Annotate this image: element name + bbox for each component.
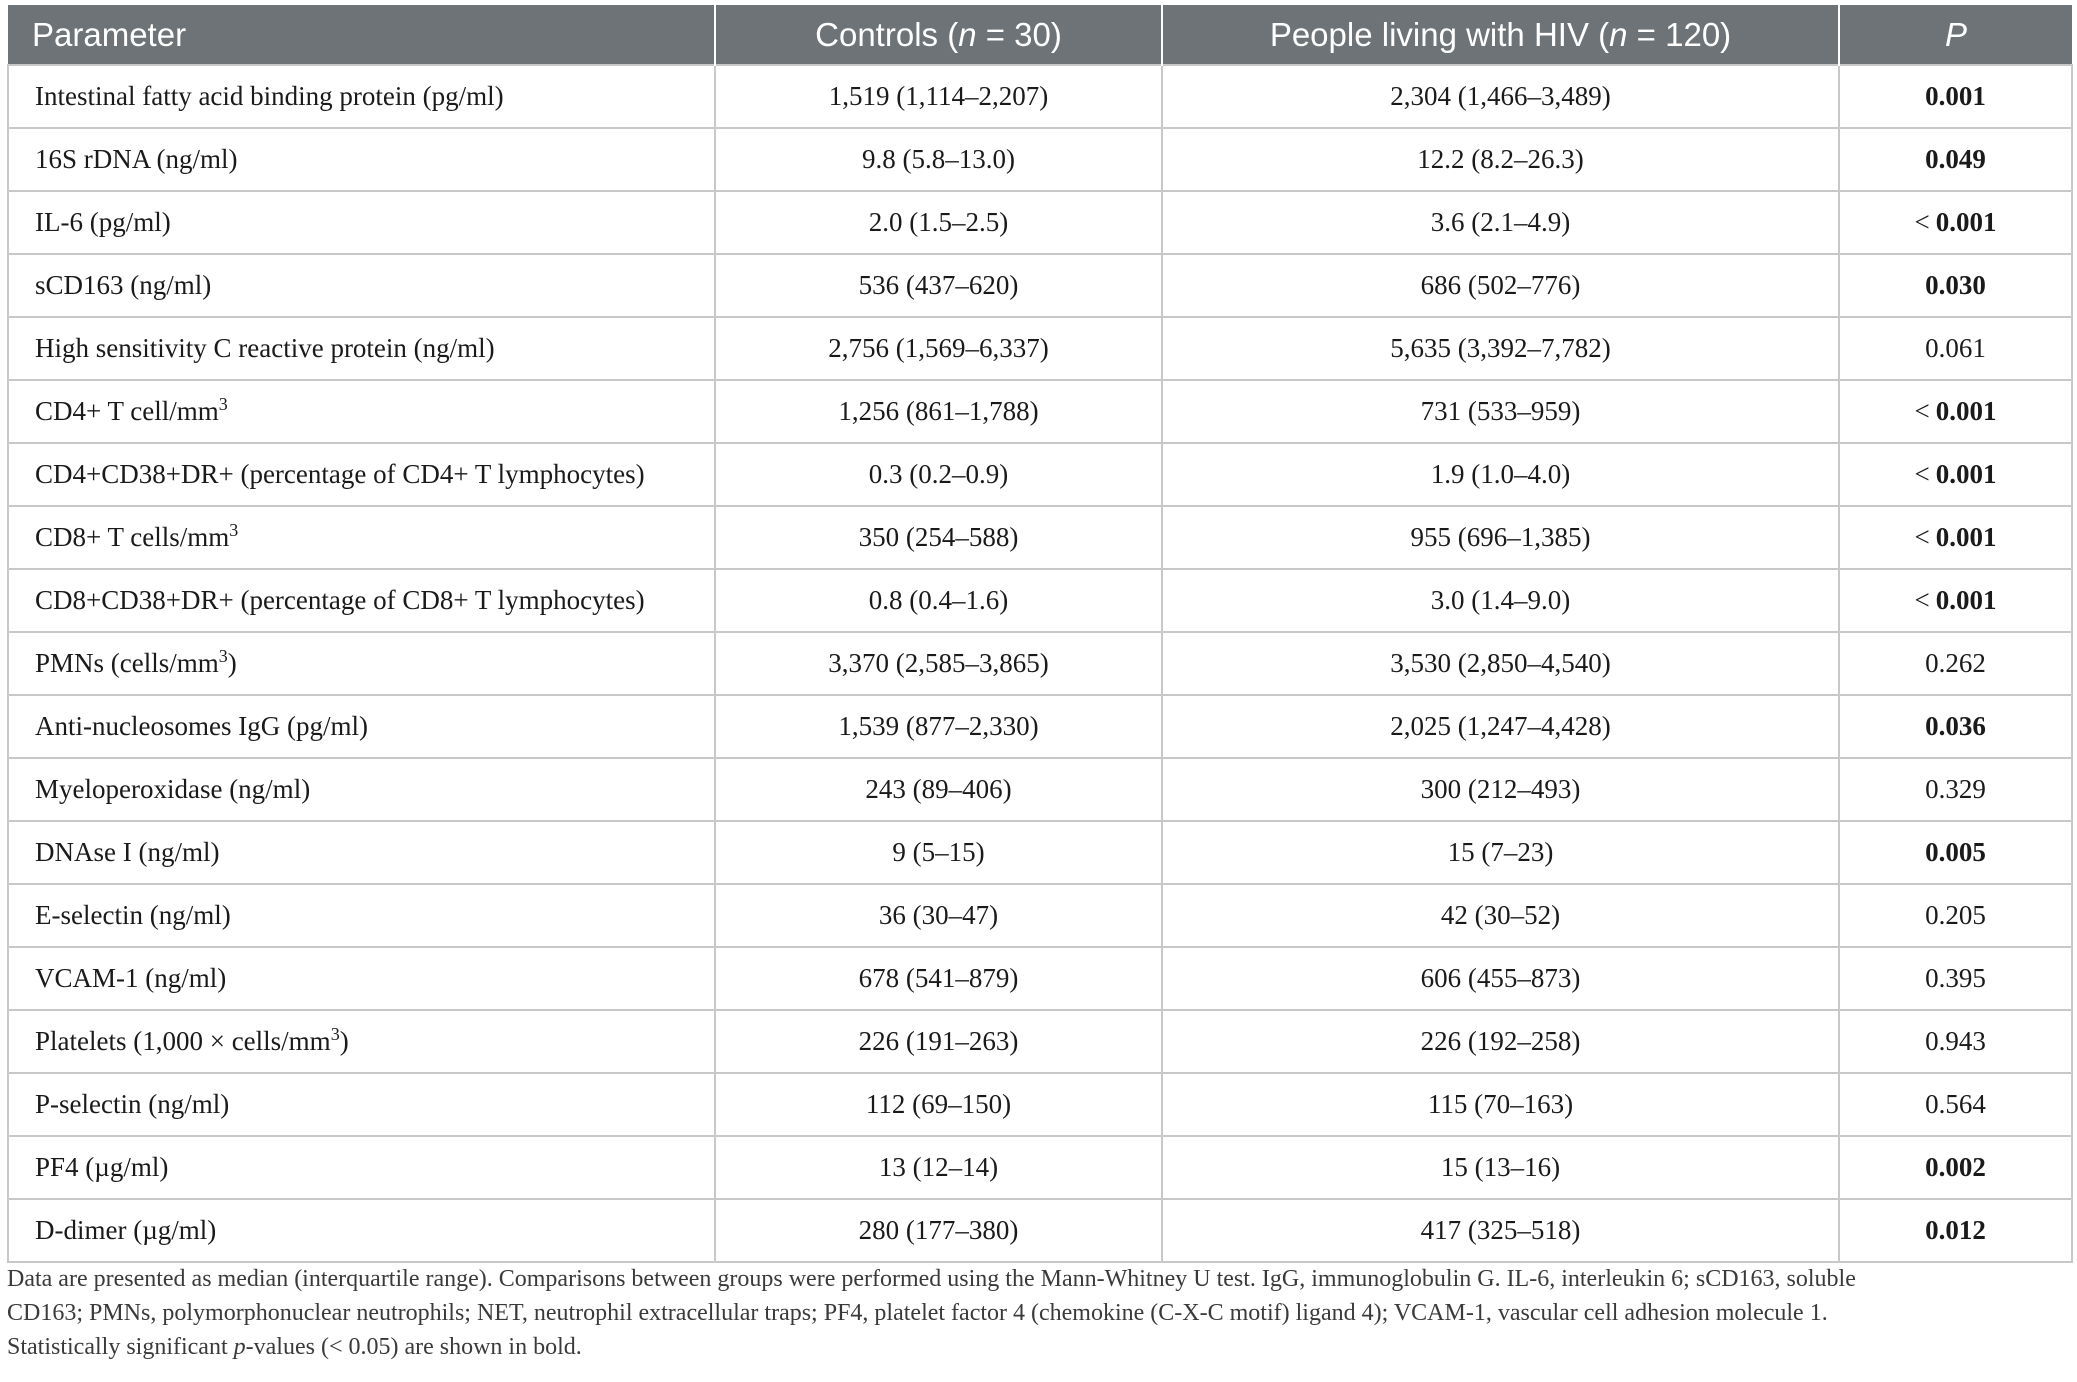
cell-p-value bbox=[1839, 821, 2072, 884]
table-row bbox=[8, 506, 2072, 569]
p-value: 0.001 bbox=[1935, 585, 1997, 615]
p-value: 0.030 bbox=[1925, 270, 1986, 300]
cell-controls: 678 (541–879) bbox=[715, 947, 1162, 1010]
parameter-superscript: 3 bbox=[218, 646, 228, 666]
cell-controls: 0.8 (0.4–1.6) bbox=[715, 569, 1162, 632]
cell-plwh: 3.6 (2.1–4.9) bbox=[1162, 191, 1839, 254]
p-value: 0.002 bbox=[1925, 1152, 1986, 1182]
cell-parameter bbox=[8, 632, 715, 695]
p-value-wrap bbox=[1915, 396, 1997, 427]
footnote-line-3-post: -values (< 0.05) are shown in bold. bbox=[245, 1334, 582, 1360]
cell-parameter bbox=[8, 821, 715, 884]
p-value-wrap bbox=[1925, 1152, 1986, 1183]
results-table bbox=[7, 5, 2073, 1263]
parameter-label-suffix: ) bbox=[339, 1026, 349, 1056]
p-value-prefix: < bbox=[1914, 585, 1930, 615]
cell-parameter bbox=[8, 1136, 715, 1199]
cell-controls: 0.3 (0.2–0.9) bbox=[715, 443, 1162, 506]
parameter-label: CD8+CD38+DR+ (percentage of CD8+ T lymphocytes) bbox=[35, 585, 645, 615]
cell-plwh: 115 (70–163) bbox=[1162, 1073, 1839, 1136]
p-value: 0.943 bbox=[1925, 1026, 1986, 1056]
p-value: 0.036 bbox=[1925, 711, 1986, 741]
parameter-label: PMNs (cells/mm bbox=[35, 648, 219, 678]
footnote-line-3 bbox=[7, 1330, 2067, 1364]
footnote-line-1: Data are presented as median (interquartile range). Comparisons between groups were performed using the Mann-Whitney U test. IgG, immunoglobulin G. IL-6, interleukin 6; sCD163, soluble bbox=[7, 1266, 1856, 1292]
cell-controls: 350 (254–588) bbox=[715, 506, 1162, 569]
results-table-container bbox=[7, 5, 2071, 1263]
p-value: 0.001 bbox=[1935, 459, 1997, 489]
cell-controls: 3,370 (2,585–3,865) bbox=[715, 632, 1162, 695]
header-plwh-pre: People living with HIV ( bbox=[1269, 15, 1610, 53]
footnote-line-2: CD163; PMNs, polymorphonuclear neutrophils; NET, neutrophil extracellular traps; PF4, platelet factor 4 (chemokine (C-X-C motif) ligand 4); VCAM-1, vascular cell adhesion molecule 1. bbox=[7, 1300, 1828, 1326]
table-row bbox=[8, 317, 2072, 380]
table-row bbox=[8, 758, 2072, 821]
parameter-label-suffix: ) bbox=[227, 648, 237, 678]
cell-parameter bbox=[8, 1010, 715, 1073]
cell-p-value bbox=[1839, 128, 2072, 191]
p-value: 0.005 bbox=[1925, 837, 1986, 867]
cell-parameter bbox=[8, 254, 715, 317]
table-row bbox=[8, 1010, 2072, 1073]
header-controls-pre: Controls ( bbox=[815, 15, 959, 53]
p-value: 0.395 bbox=[1925, 963, 1986, 993]
parameter-superscript: 3 bbox=[330, 1024, 340, 1044]
cell-controls: 226 (191–263) bbox=[715, 1010, 1162, 1073]
table-row bbox=[8, 443, 2072, 506]
parameter-label: D-dimer (µg/ml) bbox=[35, 1215, 217, 1245]
parameter-label: VCAM-1 (ng/ml) bbox=[35, 963, 227, 993]
table-row bbox=[8, 128, 2072, 191]
p-value-prefix: < bbox=[1914, 459, 1930, 489]
cell-controls: 13 (12–14) bbox=[715, 1136, 1162, 1199]
cell-controls: 243 (89–406) bbox=[715, 758, 1162, 821]
cell-controls: 280 (177–380) bbox=[715, 1199, 1162, 1262]
cell-p-value bbox=[1839, 569, 2072, 632]
table-row bbox=[8, 1199, 2072, 1262]
cell-parameter bbox=[8, 380, 715, 443]
table-row bbox=[8, 65, 2072, 128]
cell-plwh: 2,025 (1,247–4,428) bbox=[1162, 695, 1839, 758]
p-value-wrap bbox=[1925, 648, 1986, 679]
cell-parameter bbox=[8, 128, 715, 191]
cell-plwh: 1.9 (1.0–4.0) bbox=[1162, 443, 1839, 506]
header-controls-post: = 30) bbox=[976, 15, 1062, 53]
footnote-line-3-pre: Statistically significant bbox=[7, 1334, 234, 1360]
p-value-wrap bbox=[1925, 144, 1986, 175]
cell-parameter bbox=[8, 443, 715, 506]
cell-p-value bbox=[1839, 443, 2072, 506]
cell-plwh: 300 (212–493) bbox=[1162, 758, 1839, 821]
cell-controls: 1,256 (861–1,788) bbox=[715, 380, 1162, 443]
p-value-wrap bbox=[1915, 522, 1997, 553]
parameter-label: Platelets (1,000 × cells/mm bbox=[35, 1026, 331, 1056]
parameter-label: DNAse I (ng/ml) bbox=[35, 837, 220, 867]
parameter-label: PF4 (µg/ml) bbox=[35, 1152, 169, 1182]
cell-plwh: 2,304 (1,466–3,489) bbox=[1162, 65, 1839, 128]
parameter-label: CD4+ T cell/mm bbox=[35, 396, 219, 426]
cell-parameter bbox=[8, 695, 715, 758]
cell-p-value bbox=[1839, 632, 2072, 695]
cell-plwh: 731 (533–959) bbox=[1162, 380, 1839, 443]
cell-p-value bbox=[1839, 1136, 2072, 1199]
p-value: 0.001 bbox=[1935, 396, 1997, 426]
cell-p-value bbox=[1839, 317, 2072, 380]
p-value-wrap bbox=[1925, 1026, 1986, 1057]
p-value-prefix: < bbox=[1914, 396, 1930, 426]
cell-p-value bbox=[1839, 65, 2072, 128]
p-value-wrap bbox=[1925, 963, 1986, 994]
cell-plwh: 686 (502–776) bbox=[1162, 254, 1839, 317]
p-value: 0.001 bbox=[1925, 81, 1986, 111]
header-plwh bbox=[1162, 5, 1839, 65]
cell-p-value bbox=[1839, 884, 2072, 947]
cell-p-value bbox=[1839, 758, 2072, 821]
cell-p-value bbox=[1839, 380, 2072, 443]
p-value-wrap bbox=[1925, 81, 1986, 112]
cell-p-value bbox=[1839, 1073, 2072, 1136]
cell-p-value bbox=[1839, 191, 2072, 254]
cell-p-value bbox=[1839, 1010, 2072, 1073]
parameter-superscript: 3 bbox=[218, 394, 228, 414]
parameter-label: Intestinal fatty acid binding protein (pg/ml) bbox=[35, 81, 504, 111]
cell-p-value bbox=[1839, 695, 2072, 758]
cell-plwh: 417 (325–518) bbox=[1162, 1199, 1839, 1262]
p-value: 0.061 bbox=[1925, 333, 1986, 363]
p-value: 0.001 bbox=[1935, 207, 1997, 237]
cell-parameter bbox=[8, 569, 715, 632]
p-value-wrap bbox=[1925, 837, 1986, 868]
header-p: P bbox=[1839, 5, 2072, 65]
cell-plwh: 42 (30–52) bbox=[1162, 884, 1839, 947]
p-value-wrap bbox=[1915, 585, 1997, 616]
cell-plwh: 955 (696–1,385) bbox=[1162, 506, 1839, 569]
cell-parameter bbox=[8, 65, 715, 128]
table-row bbox=[8, 380, 2072, 443]
header-controls bbox=[715, 5, 1162, 65]
p-value-wrap bbox=[1925, 774, 1986, 805]
cell-p-value bbox=[1839, 1199, 2072, 1262]
cell-parameter bbox=[8, 758, 715, 821]
cell-plwh: 15 (13–16) bbox=[1162, 1136, 1839, 1199]
p-value-prefix: < bbox=[1914, 207, 1930, 237]
p-value: 0.049 bbox=[1925, 144, 1986, 174]
parameter-label: CD4+CD38+DR+ (percentage of CD4+ T lymphocytes) bbox=[35, 459, 645, 489]
table-row bbox=[8, 632, 2072, 695]
p-value: 0.001 bbox=[1935, 522, 1997, 552]
cell-plwh: 606 (455–873) bbox=[1162, 947, 1839, 1010]
p-value: 0.329 bbox=[1925, 774, 1986, 804]
cell-p-value bbox=[1839, 254, 2072, 317]
cell-controls: 1,519 (1,114–2,207) bbox=[715, 65, 1162, 128]
table-row bbox=[8, 569, 2072, 632]
table-row bbox=[8, 884, 2072, 947]
cell-controls: 36 (30–47) bbox=[715, 884, 1162, 947]
parameter-superscript: 3 bbox=[229, 520, 239, 540]
header-plwh-post: = 120) bbox=[1627, 15, 1732, 53]
p-value-wrap bbox=[1915, 207, 1997, 238]
p-value: 0.012 bbox=[1925, 1215, 1986, 1245]
cell-plwh: 15 (7–23) bbox=[1162, 821, 1839, 884]
cell-controls: 2,756 (1,569–6,337) bbox=[715, 317, 1162, 380]
header-parameter: Parameter bbox=[8, 5, 715, 65]
header-controls-n: n bbox=[958, 15, 977, 53]
parameter-label: Anti-nucleosomes IgG (pg/ml) bbox=[35, 711, 368, 741]
cell-plwh: 226 (192–258) bbox=[1162, 1010, 1839, 1073]
parameter-label: E-selectin (ng/ml) bbox=[35, 900, 231, 930]
cell-parameter bbox=[8, 317, 715, 380]
table-row bbox=[8, 191, 2072, 254]
cell-plwh: 5,635 (3,392–7,782) bbox=[1162, 317, 1839, 380]
cell-plwh: 3.0 (1.4–9.0) bbox=[1162, 569, 1839, 632]
cell-parameter bbox=[8, 1199, 715, 1262]
table-row bbox=[8, 947, 2072, 1010]
cell-p-value bbox=[1839, 947, 2072, 1010]
parameter-label: 16S rDNA (ng/ml) bbox=[35, 144, 238, 174]
table-row bbox=[8, 254, 2072, 317]
table-row bbox=[8, 695, 2072, 758]
cell-controls: 112 (69–150) bbox=[715, 1073, 1162, 1136]
cell-parameter bbox=[8, 191, 715, 254]
cell-parameter bbox=[8, 506, 715, 569]
parameter-label: P-selectin (ng/ml) bbox=[35, 1089, 230, 1119]
table-row bbox=[8, 821, 2072, 884]
p-value-wrap bbox=[1925, 711, 1986, 742]
p-value: 0.205 bbox=[1925, 900, 1986, 930]
p-value-wrap bbox=[1925, 900, 1986, 931]
p-value-wrap bbox=[1925, 270, 1986, 301]
table-row bbox=[8, 1136, 2072, 1199]
parameter-label: sCD163 (ng/ml) bbox=[35, 270, 212, 300]
cell-plwh: 3,530 (2,850–4,540) bbox=[1162, 632, 1839, 695]
p-value-wrap bbox=[1925, 1215, 1986, 1246]
p-value-wrap bbox=[1915, 459, 1997, 490]
table-header bbox=[8, 5, 2072, 65]
cell-plwh: 12.2 (8.2–26.3) bbox=[1162, 128, 1839, 191]
table-body bbox=[8, 65, 2072, 1262]
cell-controls: 536 (437–620) bbox=[715, 254, 1162, 317]
p-value-wrap bbox=[1925, 333, 1986, 364]
p-value: 0.564 bbox=[1925, 1089, 1986, 1119]
cell-controls: 9 (5–15) bbox=[715, 821, 1162, 884]
p-value-prefix: < bbox=[1914, 522, 1930, 552]
p-value-wrap bbox=[1925, 1089, 1986, 1120]
cell-parameter bbox=[8, 884, 715, 947]
cell-controls: 1,539 (877–2,330) bbox=[715, 695, 1162, 758]
cell-controls: 9.8 (5.8–13.0) bbox=[715, 128, 1162, 191]
parameter-label: High sensitivity C reactive protein (ng/ml) bbox=[35, 333, 495, 363]
footnote-line-3-italic: p bbox=[233, 1334, 246, 1360]
parameter-label: Myeloperoxidase (ng/ml) bbox=[35, 774, 311, 804]
cell-controls: 2.0 (1.5–2.5) bbox=[715, 191, 1162, 254]
p-value: 0.262 bbox=[1925, 648, 1986, 678]
parameter-label: IL-6 (pg/ml) bbox=[35, 207, 171, 237]
table-footnote bbox=[7, 1262, 2067, 1364]
parameter-label: CD8+ T cells/mm bbox=[35, 522, 230, 552]
cell-p-value bbox=[1839, 506, 2072, 569]
cell-parameter bbox=[8, 1073, 715, 1136]
header-plwh-n: n bbox=[1609, 15, 1628, 53]
table-row bbox=[8, 1073, 2072, 1136]
cell-parameter bbox=[8, 947, 715, 1010]
header-row bbox=[8, 5, 2072, 65]
